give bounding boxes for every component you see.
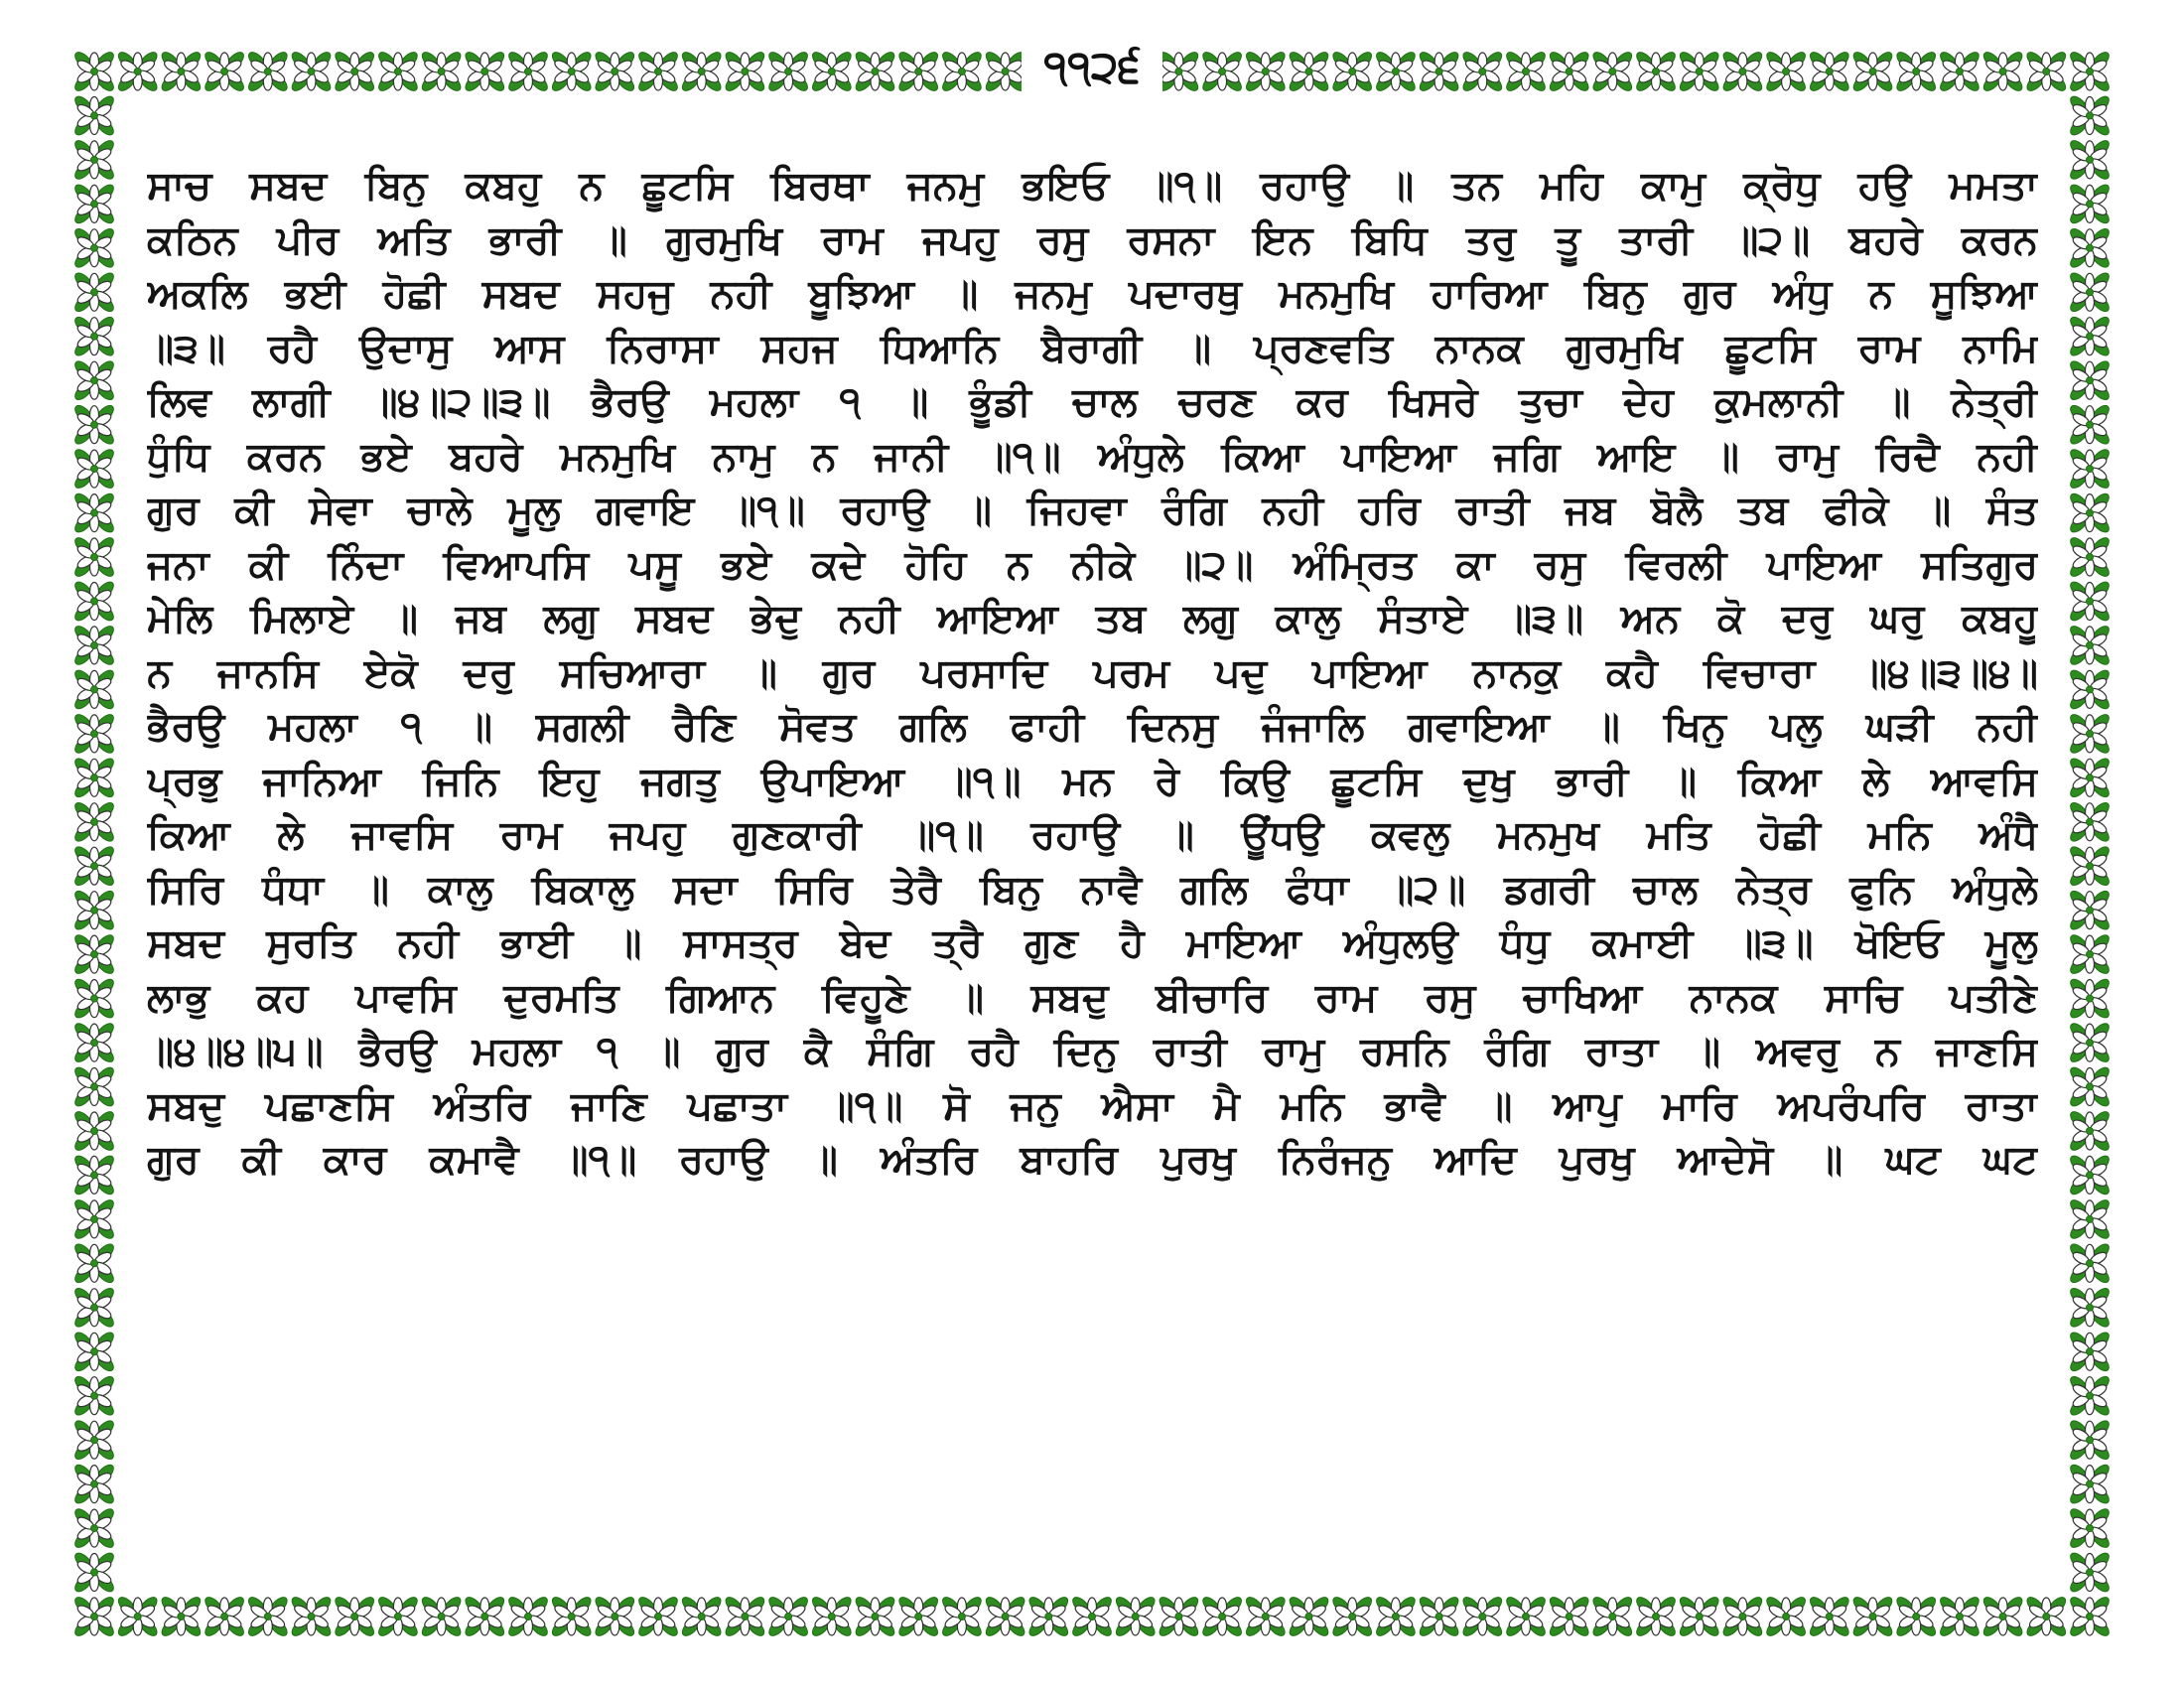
text-line: ਲਿਵ ਲਾਗੀ ॥੪॥੨॥੩॥ ਭੈਰਉ ਮਹਲਾ ੧ ॥ ਭੂੰਡੀ ਚਾਲ ਚਰਣ ਕਰ ਖਿਸਰੇ ਤੁਚਾ ਦੇਹ ਕੁਮਲਾਨੀ ॥ ਨੇਤ੍ਰੀ xyxy=(147,379,2038,425)
flower-ornament-icon xyxy=(1590,1595,1635,1639)
flower-ornament-icon xyxy=(593,50,637,94)
flower-ornament-icon xyxy=(636,1595,681,1639)
flower-ornament-icon xyxy=(506,50,551,94)
flower-ornament-icon xyxy=(723,1595,767,1639)
flower-ornament-icon xyxy=(1244,1595,1289,1639)
flower-ornament-icon xyxy=(72,182,117,226)
flower-ornament-icon xyxy=(72,1153,117,1197)
flower-ornament-icon xyxy=(1287,1595,1331,1639)
flower-ornament-icon xyxy=(72,667,117,712)
flower-ornament-icon xyxy=(1938,50,1982,94)
text-line: ਮੇਲਿ ਮਿਲਾਏ ॥ ਜਬ ਲਗੁ ਸਬਦ ਭੇਦੁ ਨਹੀ ਆਇਆ ਤਬ ਲਗੁ ਕਾਲੁ ਸੰਤਾਏ ॥੩॥ ਅਨ ਕੋ ਦਰੁ ਘਰੁ ਕਬਹੂ xyxy=(147,596,2038,641)
flower-ornament-icon xyxy=(72,844,117,889)
flower-ornament-icon xyxy=(72,491,117,535)
flower-ornament-icon xyxy=(72,1197,117,1242)
flower-ornament-icon xyxy=(1764,1595,1809,1639)
flower-ornament-icon xyxy=(2068,535,2113,580)
flower-ornament-icon xyxy=(2068,138,2113,183)
flower-ornament-icon xyxy=(896,1595,941,1639)
flower-ornament-icon xyxy=(983,1595,1027,1639)
flower-ornament-icon xyxy=(2068,93,2113,138)
flower-ornament-icon xyxy=(203,1595,247,1639)
flower-ornament-icon xyxy=(419,50,464,94)
flower-ornament-icon xyxy=(333,1595,377,1639)
text-line: ਸਬਦ ਸੁਰਤਿ ਨਹੀ ਭਾਈ ॥ ਸਾਸਤ੍ਰ ਬੇਦ ਤ੍ਰੈ ਗੁਣ ਹੈ ਮਾਇਆ ਅੰਧੁਲਉ ਧੰਧੁ ਕਮਾਈ ॥੩॥ ਖੋਇਓ ਮੂਲੁ xyxy=(147,920,2038,966)
flower-ornament-icon xyxy=(2068,50,2113,94)
flower-ornament-icon xyxy=(72,624,117,668)
flower-ornament-icon xyxy=(2068,844,2113,889)
flower-ornament-icon xyxy=(2068,1241,2113,1286)
flower-ornament-icon xyxy=(1157,50,1201,94)
flower-ornament-icon xyxy=(72,579,117,624)
flower-ornament-icon xyxy=(1980,50,2025,94)
flower-ornament-icon xyxy=(2068,1109,2113,1154)
flower-ornament-icon xyxy=(2068,1286,2113,1331)
flower-ornament-icon xyxy=(1070,1595,1115,1639)
flower-ornament-icon xyxy=(1460,1595,1505,1639)
flower-ornament-icon xyxy=(1720,1595,1765,1639)
flower-ornament-icon xyxy=(72,976,117,1021)
flower-ornament-icon xyxy=(1677,1595,1721,1639)
flower-ornament-icon xyxy=(72,1506,117,1551)
flower-ornament-icon xyxy=(1894,1595,1939,1639)
text-line: ਕਿਆ ਲੇ ਜਾਵਸਿ ਰਾਮ ਜਪਹੁ ਗੁਣਕਾਰੀ ॥੧॥ ਰਹਾਉ ॥ ਊਂਧਉ ਕਵਲੁ ਮਨਮੁਖ ਮਤਿ ਹੋਛੀ ਮਨਿ ਅੰਧੈ xyxy=(147,812,2038,858)
flower-ornament-icon xyxy=(72,314,117,358)
flower-ornament-icon xyxy=(1026,1595,1071,1639)
flower-ornament-icon xyxy=(2068,226,2113,271)
flower-ornament-icon xyxy=(115,1595,160,1639)
flower-ornament-icon xyxy=(72,1330,117,1374)
flower-ornament-icon xyxy=(2068,1064,2113,1109)
flower-ornament-icon xyxy=(1590,50,1635,94)
flower-ornament-icon xyxy=(810,50,855,94)
flower-ornament-icon xyxy=(72,1286,117,1331)
flower-ornament-icon xyxy=(72,1418,117,1463)
flower-ornament-icon xyxy=(2068,624,2113,668)
flower-ornament-icon xyxy=(940,50,985,94)
flower-ornament-icon xyxy=(159,1595,204,1639)
flower-ornament-icon xyxy=(72,756,117,800)
flower-ornament-icon xyxy=(1980,1595,2025,1639)
flower-ornament-icon xyxy=(2068,1550,2113,1595)
flower-ornament-icon xyxy=(2024,50,2069,94)
flower-ornament-icon xyxy=(593,1595,637,1639)
flower-ornament-icon xyxy=(2068,491,2113,535)
flower-ornament-icon xyxy=(376,1595,421,1639)
flower-ornament-icon xyxy=(72,932,117,977)
flower-ornament-icon xyxy=(940,1595,985,1639)
flower-ornament-icon xyxy=(2068,1373,2113,1418)
flower-ornament-icon xyxy=(1894,50,1939,94)
flower-ornament-icon xyxy=(2068,932,2113,977)
flower-ornament-icon xyxy=(72,50,117,94)
flower-ornament-icon xyxy=(2068,712,2113,757)
flower-ornament-icon xyxy=(2068,402,2113,447)
flower-ornament-icon xyxy=(1504,50,1549,94)
flower-ornament-icon xyxy=(72,535,117,580)
flower-ornament-icon xyxy=(1244,50,1289,94)
flower-ornament-icon xyxy=(896,50,941,94)
flower-ornament-icon xyxy=(1547,50,1591,94)
flower-ornament-icon xyxy=(2068,314,2113,358)
flower-ornament-icon xyxy=(246,1595,291,1639)
flower-ornament-icon xyxy=(1547,1595,1591,1639)
flower-ornament-icon xyxy=(2068,447,2113,492)
flower-ornament-icon xyxy=(72,270,117,315)
text-line: ਭੈਰਉ ਮਹਲਾ ੧ ॥ ਸਗਲੀ ਰੈਣਿ ਸੋਵਤ ਗਲਿ ਫਾਹੀ ਦਿਨਸੁ ਜੰਜਾਲਿ ਗਵਾਇਆ ॥ ਖਿਨੁ ਪਲੁ ਘੜੀ ਨਹੀ xyxy=(147,704,2038,750)
flower-ornament-icon xyxy=(766,50,811,94)
text-line: ਸਾਚ ਸਬਦ ਬਿਨੁ ਕਬਹੁ ਨ ਛੂਟਸਿ ਬਿਰਥਾ ਜਨਮੁ ਭਇਓ ॥੧॥ ਰਹਾਉ ॥ ਤਨ ਮਹਿ ਕਾਮੁ ਕ੍ਰੋਧੁ ਹਉ ਮਮਤਾ xyxy=(147,163,2038,209)
flower-ornament-icon xyxy=(1504,1595,1549,1639)
flower-ornament-icon xyxy=(2068,1330,2113,1374)
flower-ornament-icon xyxy=(853,1595,897,1639)
flower-ornament-icon xyxy=(72,447,117,492)
flower-ornament-icon xyxy=(1374,1595,1419,1639)
flower-ornament-icon xyxy=(549,50,594,94)
flower-ornament-icon xyxy=(1764,50,1809,94)
text-line: ਗੁਰ ਕੀ ਸੇਵਾ ਚਾਲੇ ਮੂਲੁ ਗਵਾਇ ॥੧॥ ਰਹਾਉ ॥ ਜਿਹਵਾ ਰੰਗਿ ਨਹੀ ਹਰਿ ਰਾਤੀ ਜਬ ਬੋਲੈ ਤਬ ਫੀਕੇ ॥ ਸੰਤ xyxy=(147,488,2038,533)
flower-ornament-icon xyxy=(72,1373,117,1418)
text-line: ਸਿਰਿ ਧੰਧਾ ॥ ਕਾਲੁ ਬਿਕਾਲੁ ਸਦਾ ਸਿਰਿ ਤੇਰੈ ਬਿਨੁ ਨਾਵੈ ਗਲਿ ਫੰਧਾ ॥੨॥ ਡਗਰੀ ਚਾਲ ਨੇਤ੍ਰ ਫੁਨਿ ਅੰਧੁਲੇ xyxy=(147,866,2038,913)
flower-ornament-icon xyxy=(2068,270,2113,315)
flower-ornament-icon xyxy=(1634,1595,1679,1639)
flower-ornament-icon xyxy=(1200,1595,1245,1639)
flower-ornament-icon xyxy=(679,1595,724,1639)
text-line: ॥੩॥ ਰਹੈ ਉਦਾਸੁ ਆਸ ਨਿਰਾਸਾ ਸਹਜ ਧਿਆਨਿ ਬੈਰਾਗੀ ॥ ਪ੍ਰਣਵਤਿ ਨਾਨਕ ਗੁਰਮੁਖਿ ਛੂਟਸਿ ਰਾਮ ਨਾਮਿ xyxy=(147,325,2038,371)
flower-ornament-icon xyxy=(1938,1595,1982,1639)
flower-ornament-icon xyxy=(72,93,117,138)
flower-ornament-icon xyxy=(853,50,897,94)
flower-ornament-icon xyxy=(333,50,377,94)
flower-ornament-icon xyxy=(1720,50,1765,94)
flower-ornament-icon xyxy=(2068,358,2113,403)
flower-ornament-icon xyxy=(2024,1595,2069,1639)
flower-ornament-icon xyxy=(289,1595,334,1639)
flower-ornament-icon xyxy=(2068,1197,2113,1242)
flower-ornament-icon xyxy=(2068,1595,2113,1639)
flower-ornament-icon xyxy=(289,50,334,94)
flower-ornament-icon xyxy=(72,1595,117,1639)
flower-ornament-icon xyxy=(2068,1153,2113,1197)
flower-ornament-icon xyxy=(463,50,507,94)
flower-ornament-icon xyxy=(72,1550,117,1595)
flower-ornament-icon xyxy=(203,50,247,94)
flower-ornament-icon xyxy=(159,50,204,94)
flower-ornament-icon xyxy=(549,1595,594,1639)
text-line: ਨ ਜਾਨਸਿ ਏਕੋ ਦਰੁ ਸਚਿਆਰਾ ॥ ਗੁਰ ਪਰਸਾਦਿ ਪਰਮ ਪਦੁ ਪਾਇਆ ਨਾਨਕੁ ਕਹੈ ਵਿਚਾਰਾ ॥੪॥੩॥੪॥ xyxy=(147,649,2038,696)
flower-ornament-icon xyxy=(1850,50,1895,94)
flower-ornament-icon xyxy=(2068,1021,2113,1065)
flower-ornament-icon xyxy=(376,50,421,94)
flower-ornament-icon xyxy=(72,1021,117,1065)
text-line: ਪ੍ਰਭੁ ਜਾਨਿਆ ਜਿਨਿ ਇਹੁ ਜਗਤੁ ਉਪਾਇਆ ॥੧॥ ਮਨ ਰੇ ਕਿਉ ਛੂਟਸਿ ਦੁਖੁ ਭਾਰੀ ॥ ਕਿਆ ਲੇ ਆਵਸਿ xyxy=(147,758,2038,804)
flower-ornament-icon xyxy=(72,226,117,271)
flower-ornament-icon xyxy=(72,402,117,447)
flower-ornament-icon xyxy=(419,1595,464,1639)
flower-ornament-icon xyxy=(2068,1506,2113,1551)
flower-ornament-icon xyxy=(1460,50,1505,94)
flower-ornament-icon xyxy=(2068,579,2113,624)
flower-ornament-icon xyxy=(72,1241,117,1286)
flower-ornament-icon xyxy=(1157,1595,1201,1639)
flower-ornament-icon xyxy=(2068,1462,2113,1506)
flower-ornament-icon xyxy=(1200,50,1245,94)
flower-ornament-icon xyxy=(1677,50,1721,94)
flower-ornament-icon xyxy=(810,1595,855,1639)
flower-ornament-icon xyxy=(72,1462,117,1506)
text-line: ਜਨਾ ਕੀ ਨਿੰਦਾ ਵਿਆਪਸਿ ਪਸੂ ਭਏ ਕਦੇ ਹੋਹਿ ਨ ਨੀਕੇ ॥੨॥ ਅੰਮ੍ਰਿਤ ਕਾ ਰਸੁ ਵਿਰਲੀ ਪਾਇਆ ਸਤਿਗੁਰ xyxy=(147,541,2038,588)
flower-ornament-icon xyxy=(2068,756,2113,800)
text-line: ਸਬਦੁ ਪਛਾਣਸਿ ਅੰਤਰਿ ਜਾਣਿ ਪਛਾਤਾ ॥੧॥ ਸੋ ਜਨੁ ਐਸਾ ਮੈ ਮਨਿ ਭਾਵੈ ॥ ਆਪੁ ਮਾਰਿ ਅਪਰੰਪਰਿ ਰਾਤਾ xyxy=(147,1082,2038,1129)
flower-ornament-icon xyxy=(1374,50,1419,94)
page-number: ੧੧੨੬ xyxy=(1022,38,1162,97)
text-line: ਧੁੰਧਿ ਕਰਨ ਭਏ ਬਹਰੇ ਮਨਮੁਖਿ ਨਾਮੁ ਨ ਜਾਨੀ ॥੧॥ ਅੰਧੁਲੇ ਕਿਆ ਪਾਇਆ ਜਗਿ ਆਇ ॥ ਰਾਮੁ ਰਿਦੈ ਨਹੀ xyxy=(147,433,2038,480)
flower-ornament-icon xyxy=(72,1064,117,1109)
flower-ornament-icon xyxy=(115,50,160,94)
flower-ornament-icon xyxy=(72,888,117,932)
flower-ornament-icon xyxy=(72,800,117,845)
flower-ornament-icon xyxy=(1634,50,1679,94)
flower-ornament-icon xyxy=(72,1109,117,1154)
flower-ornament-icon xyxy=(2068,888,2113,932)
flower-ornament-icon xyxy=(636,50,681,94)
flower-ornament-icon xyxy=(1330,50,1375,94)
flower-ornament-icon xyxy=(72,138,117,183)
flower-ornament-icon xyxy=(2068,800,2113,845)
flower-ornament-icon xyxy=(1417,50,1461,94)
flower-ornament-icon xyxy=(1850,1595,1895,1639)
flower-ornament-icon xyxy=(983,50,1027,94)
flower-ornament-icon xyxy=(1287,50,1331,94)
flower-ornament-icon xyxy=(766,1595,811,1639)
text-line: ॥੪॥੪॥੫॥ ਭੈਰਉ ਮਹਲਾ ੧ ॥ ਗੁਰ ਕੈ ਸੰਗਿ ਰਹੈ ਦਿਨੁ ਰਾਤੀ ਰਾਮੁ ਰਸਨਿ ਰੰਗਿ ਰਾਤਾ ॥ ਅਵਰੁ ਨ ਜਾਣਸਿ xyxy=(147,1029,2038,1074)
text-line: ਕਠਿਨ ਪੀਰ ਅਤਿ ਭਾਰੀ ॥ ਗੁਰਮੁਖਿ ਰਾਮ ਜਪਹੁ ਰਸੁ ਰਸਨਾ ਇਨ ਬਿਧਿ ਤਰੁ ਤੂ ਤਾਰੀ ॥੨॥ ਬਹਰੇ ਕਰਨ xyxy=(147,216,2038,263)
flower-ornament-icon xyxy=(1417,1595,1461,1639)
flower-ornament-icon xyxy=(2068,182,2113,226)
flower-ornament-icon xyxy=(72,712,117,757)
scripture-text-block xyxy=(147,159,2038,1509)
flower-ornament-icon xyxy=(1113,1595,1158,1639)
text-line: ਲਾਭੁ ਕਹ ਪਾਵਸਿ ਦੁਰਮਤਿ ਗਿਆਨ ਵਿਹੂਣੇ ॥ ਸਬਦੁ ਬੀਚਾਰਿ ਰਾਮ ਰਸੁ ਚਾਖਿਆ ਨਾਨਕ ਸਾਚਿ ਪਤੀਣੇ xyxy=(147,974,2038,1021)
flower-ornament-icon xyxy=(723,50,767,94)
text-line: ਅਕਲਿ ਭਈ ਹੋਛੀ ਸਬਦ ਸਹਜੁ ਨਹੀ ਬੂਝਿਆ ॥ ਜਨਮੁ ਪਦਾਰਥੁ ਮਨਮੁਖਿ ਹਾਰਿਆ ਬਿਨੁ ਗੁਰ ਅੰਧੁ ਨ ਸੂਝਿਆ xyxy=(147,271,2038,317)
flower-ornament-icon xyxy=(2068,667,2113,712)
flower-ornament-icon xyxy=(2068,976,2113,1021)
flower-ornament-icon xyxy=(72,358,117,403)
flower-ornament-icon xyxy=(1808,50,1852,94)
flower-ornament-icon xyxy=(1330,1595,1375,1639)
flower-ornament-icon xyxy=(1808,1595,1852,1639)
flower-ornament-icon xyxy=(679,50,724,94)
text-line: ਗੁਰ ਕੀ ਕਾਰ ਕਮਾਵੈ ॥੧॥ ਰਹਾਉ ॥ ਅੰਤਰਿ ਬਾਹਰਿ ਪੁਰਖੁ ਨਿਰੰਜਨੁ ਆਦਿ ਪੁਰਖੁ ਆਦੇਸੋ ॥ ਘਟ ਘਟ xyxy=(147,1137,2038,1183)
flower-ornament-icon xyxy=(246,50,291,94)
flower-ornament-icon xyxy=(2068,1418,2113,1463)
flower-ornament-icon xyxy=(506,1595,551,1639)
flower-ornament-icon xyxy=(463,1595,507,1639)
